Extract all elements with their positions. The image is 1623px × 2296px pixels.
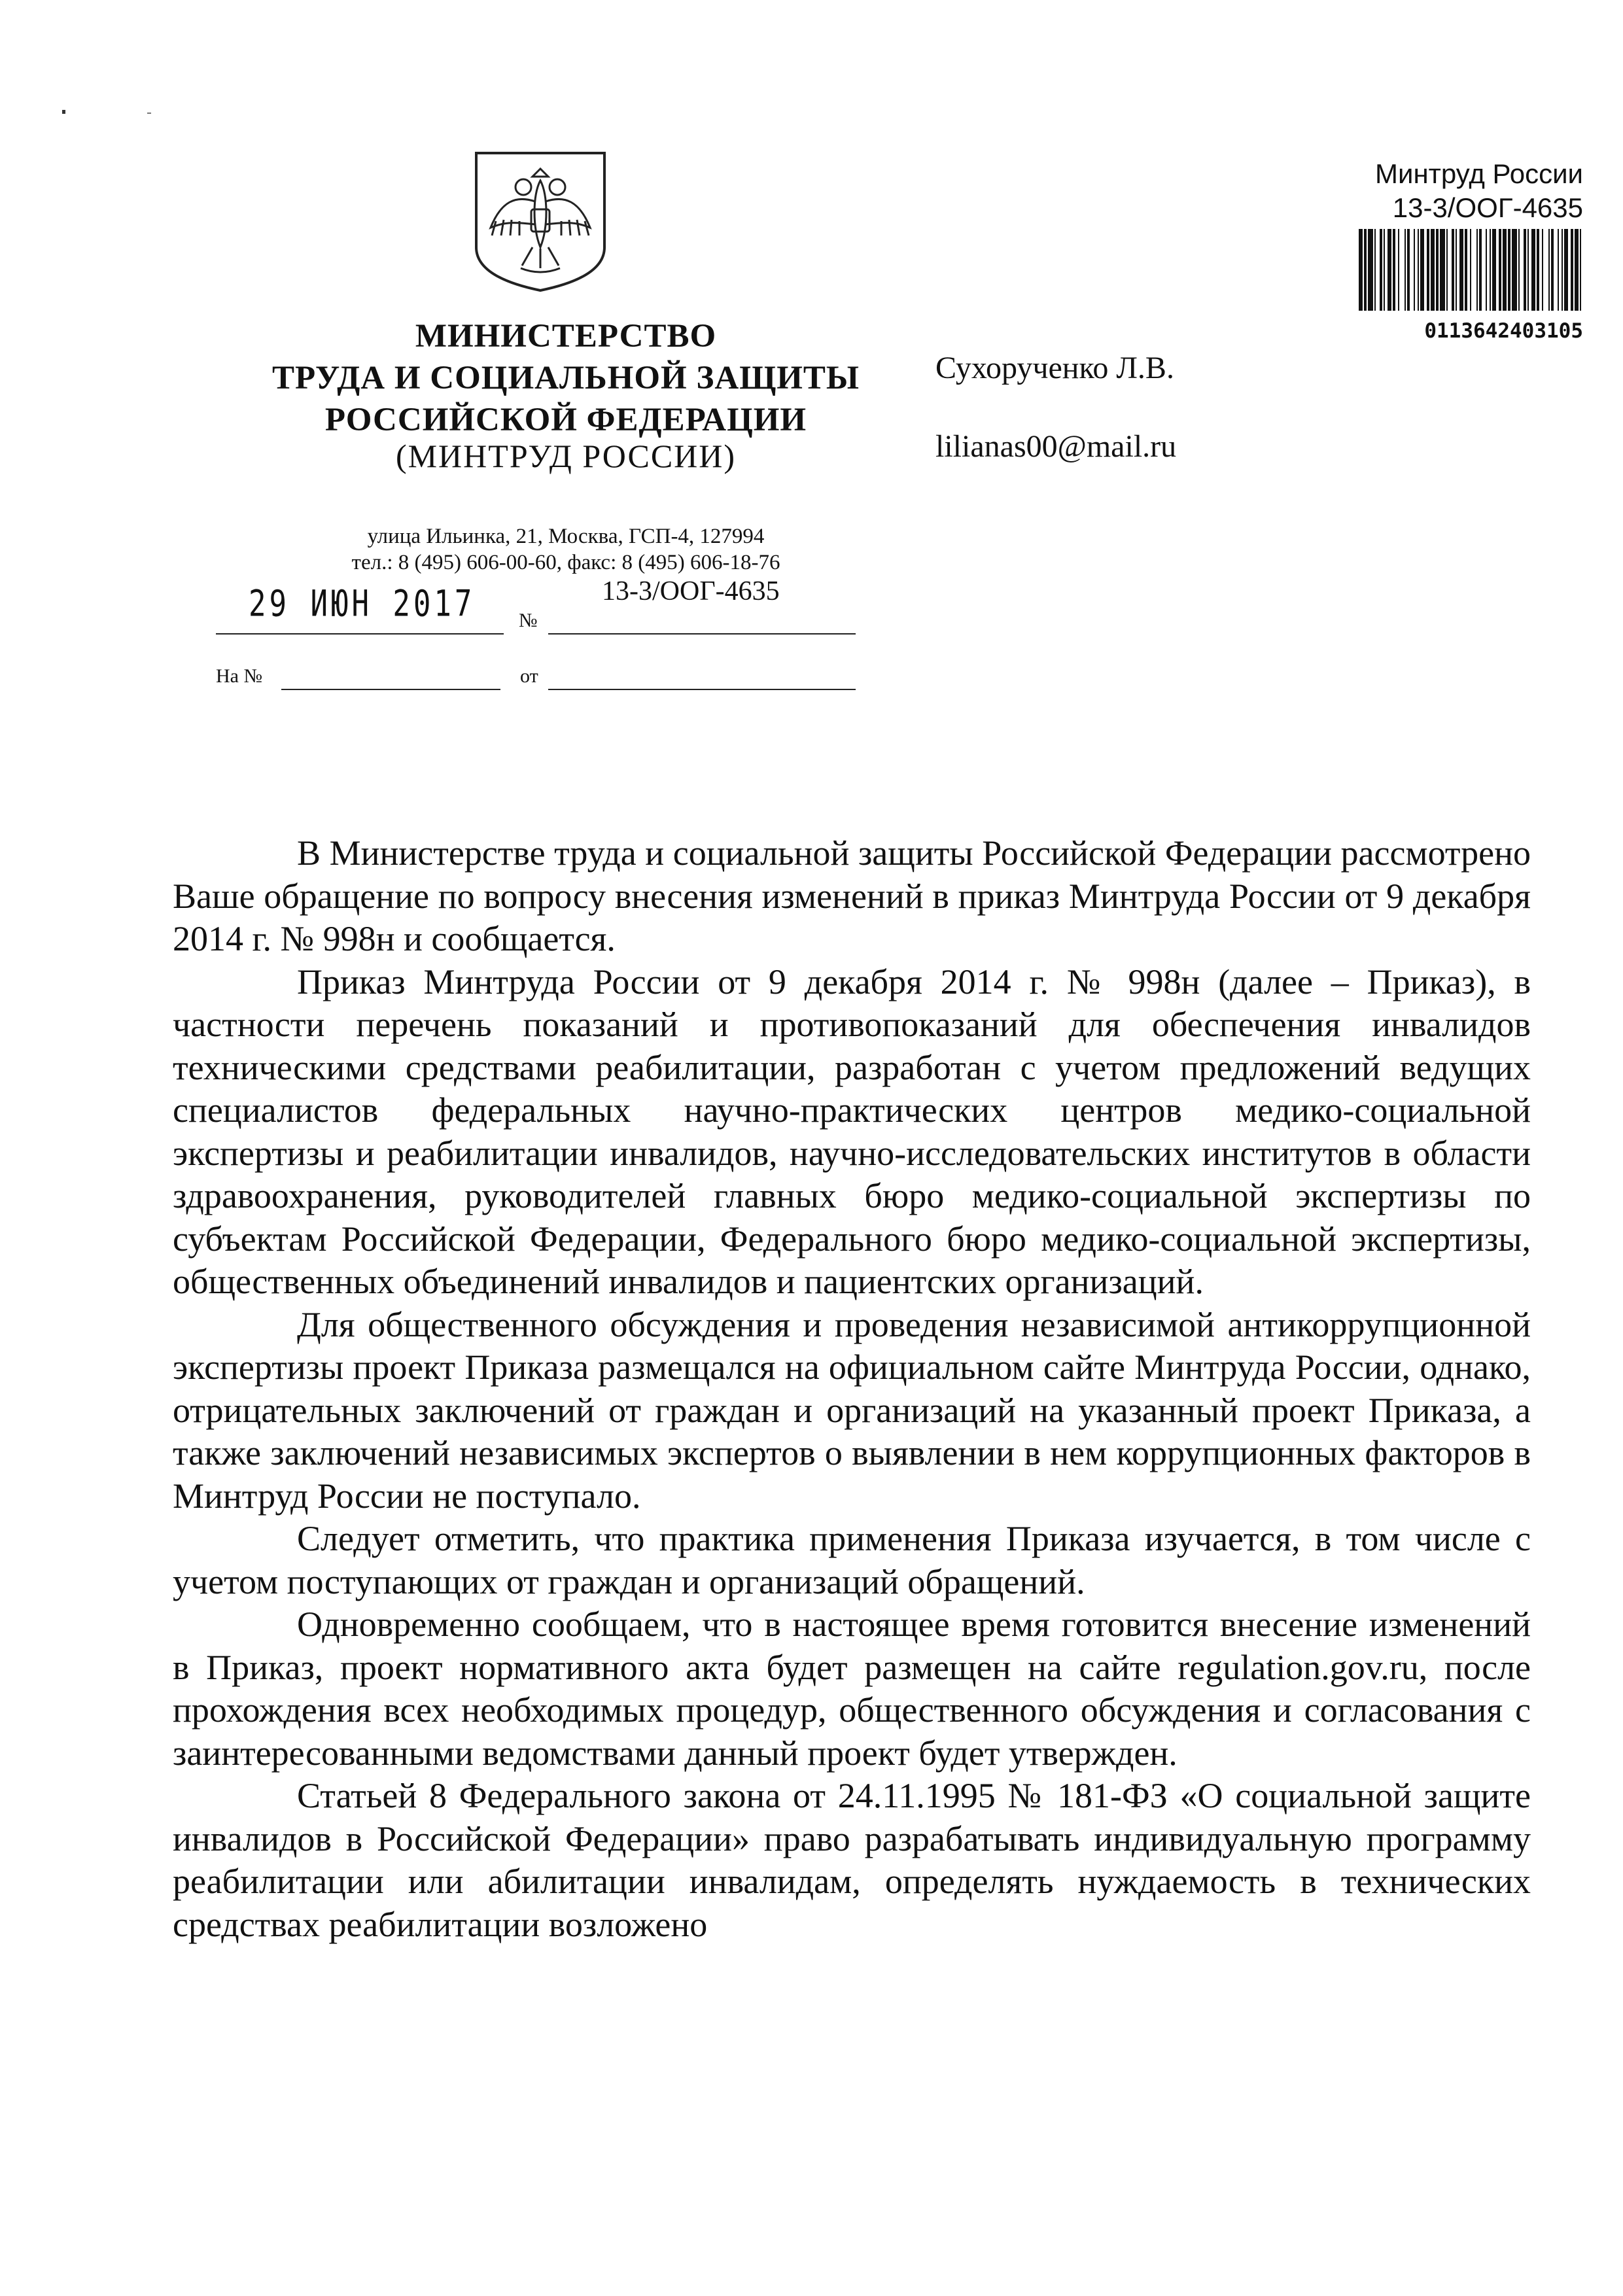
barcode-bar [1456,229,1457,311]
barcode-bar [1374,229,1376,311]
barcode-bar [1580,229,1581,311]
barcode-bar [1446,229,1448,311]
barcode-number: 0113642403105 [1424,319,1583,343]
barcode-bar [1512,229,1517,311]
barcode-bar [1537,229,1539,311]
recipient-name: Сухорученко Л.В. [935,351,1174,385]
barcode-bar [1490,229,1491,311]
barcode-bar [1542,229,1543,311]
barcode-bar [1503,229,1507,311]
registration-date: 29 ИЮН 2017 [249,583,476,625]
body-paragraph: Следует отметить, что практика применения Приказа изучается, в том числе с учетом поступающих от граждан и организаций обращений. [173,1519,1531,1601]
barcode-bar [1564,229,1568,311]
reference-number-label: На № [216,665,263,687]
barcode-bar [1571,229,1573,311]
body-paragraph: Статьей 8 Федерального закона от 24.11.1995 № 181-ФЗ «О социальной защите инвалидов в Российской Федерации» право разрабатывать индивидуальную программу реабилитации или абилитации инвалидам, определять нуждаемость в технических средствах реабилитации возложено [173,1776,1531,1944]
barcode-bar [1562,229,1563,311]
address-line: улица Ильинка, 21, Москва, ГСП-4, 127994 [367,525,765,548]
ministry-name [196,315,935,441]
barcode-bar [1527,229,1529,311]
barcode-bar [1440,229,1445,311]
body-paragraph: В Министерстве труда и социальной защиты Российской Федерации рассмотрено Ваше обращение по вопросу внесения изменений в приказ Минтруда России от 9 декабря 2014 г. № 998н и сообщается. [173,833,1531,958]
body-paragraph: Для общественного обсуждения и проведения независимой антикоррупционной экспертизы проект Приказа размещался на официальном сайте Минтруда России, однако, отрицательных заключений от граждан и организаций на указанный проект Приказа, а также заключений независимых экспертов о выявлении в нем коррупционных факторов в Минтруд России не поступало. [173,1304,1531,1516]
barcode-bar [1418,229,1419,311]
barcode-bar [1518,229,1520,311]
barcode-bar [1368,229,1373,311]
barcode-bar [1531,229,1535,311]
barcode-bar [1470,229,1471,311]
barcode-bar [1427,229,1429,311]
barcode-bar [1551,229,1554,311]
barcode-bar [1414,229,1415,311]
number-sign-label: № [519,610,538,631]
body-paragraph: Приказ Минтруда России от 9 декабря 2014 г. № 998н (далее – Приказ), в частности перечень показаний и противопоказаний для обеспечения инвалидов техническими средствами реабилитации, разработан с учетом предложений ведущих специалистов федеральных научно-практических центров медико-социальной экспертизы и реабилитации инвалидов, научно-исследовательских институтов в области здравоохранения, руководителей главных бюро медико-социальной экспертизы по субъектам Российской Федерации, Федерального бюро медико-социальной экспертизы, общественных объединений инвалидов и пациентских организаций. [173,962,1531,1301]
barcode-bar [1524,229,1526,311]
letter-body [173,832,1531,1946]
russian-coat-of-arms-icon [470,149,611,293]
barcode-bar [1508,229,1510,311]
stamp-org: Минтруд России [1375,158,1583,189]
barcode-bar [1380,229,1382,311]
ministry-name-line-3: РОССИЙСКОЙ ФЕДЕРАЦИИ [324,402,807,438]
reference-date-underline [548,689,856,690]
barcode-bar [1492,229,1496,311]
barcode-bar [1465,229,1467,311]
registration-stamp [1295,157,1583,225]
barcode-icon [1359,229,1581,311]
body-paragraph: Одновременно сообщаем, что в настоящее время готовится внесение изменений в Приказ, проект нормативного акта будет размещен на сайте regulation.gov.ru, после прохождения всех необходимых процедур, общественного обсуждения и согласования с заинтересованными ведомствами данный проект будет утвержден. [173,1605,1531,1773]
stamp-number: 13-3/ООГ-4635 [1392,192,1583,223]
barcode-bar [1364,229,1367,311]
registration-number: 13-3/ООГ-4635 [602,576,780,606]
barcode-bar [1575,229,1579,311]
barcode-bar [1405,229,1406,311]
ministry-name-line-2: ТРУДА И СОЦИАЛЬНОЙ ЗАЩИТЫ [272,360,860,396]
barcode-bar [1420,229,1424,311]
barcode-bar [1499,229,1501,311]
barcode-bar [1387,229,1391,311]
barcode-bar [1436,229,1439,311]
barcode-bar [1452,229,1454,311]
barcode-bar [1393,229,1395,311]
recipient-email: lilianas00@mail.ru [935,429,1177,464]
barcode-bar [1486,229,1487,311]
number-underline [548,633,856,635]
scan-mark [147,113,151,114]
ministry-address [196,523,935,576]
phone-fax-line: тел.: 8 (495) 606-00-60, факс: 8 (495) 606-18-76 [351,551,780,574]
barcode-bar [1558,229,1559,311]
barcode-bar [1384,229,1385,311]
date-underline [216,633,504,635]
scan-mark [62,110,65,114]
barcode-bar [1359,229,1363,311]
barcode-bar [1398,229,1399,311]
barcode-bar [1548,229,1550,311]
barcode-bar [1407,229,1410,311]
barcode-bar [1431,229,1435,311]
barcode-bar [1479,229,1482,311]
reference-from-label: от [520,665,538,687]
reference-number-underline [281,689,500,690]
ministry-abbr: (МИНТРУД РОССИИ) [395,438,737,474]
barcode-bar [1476,229,1478,311]
ministry-name-line-1: МИНИСТЕРСТВО [415,318,717,355]
barcode-bar [1459,229,1463,311]
